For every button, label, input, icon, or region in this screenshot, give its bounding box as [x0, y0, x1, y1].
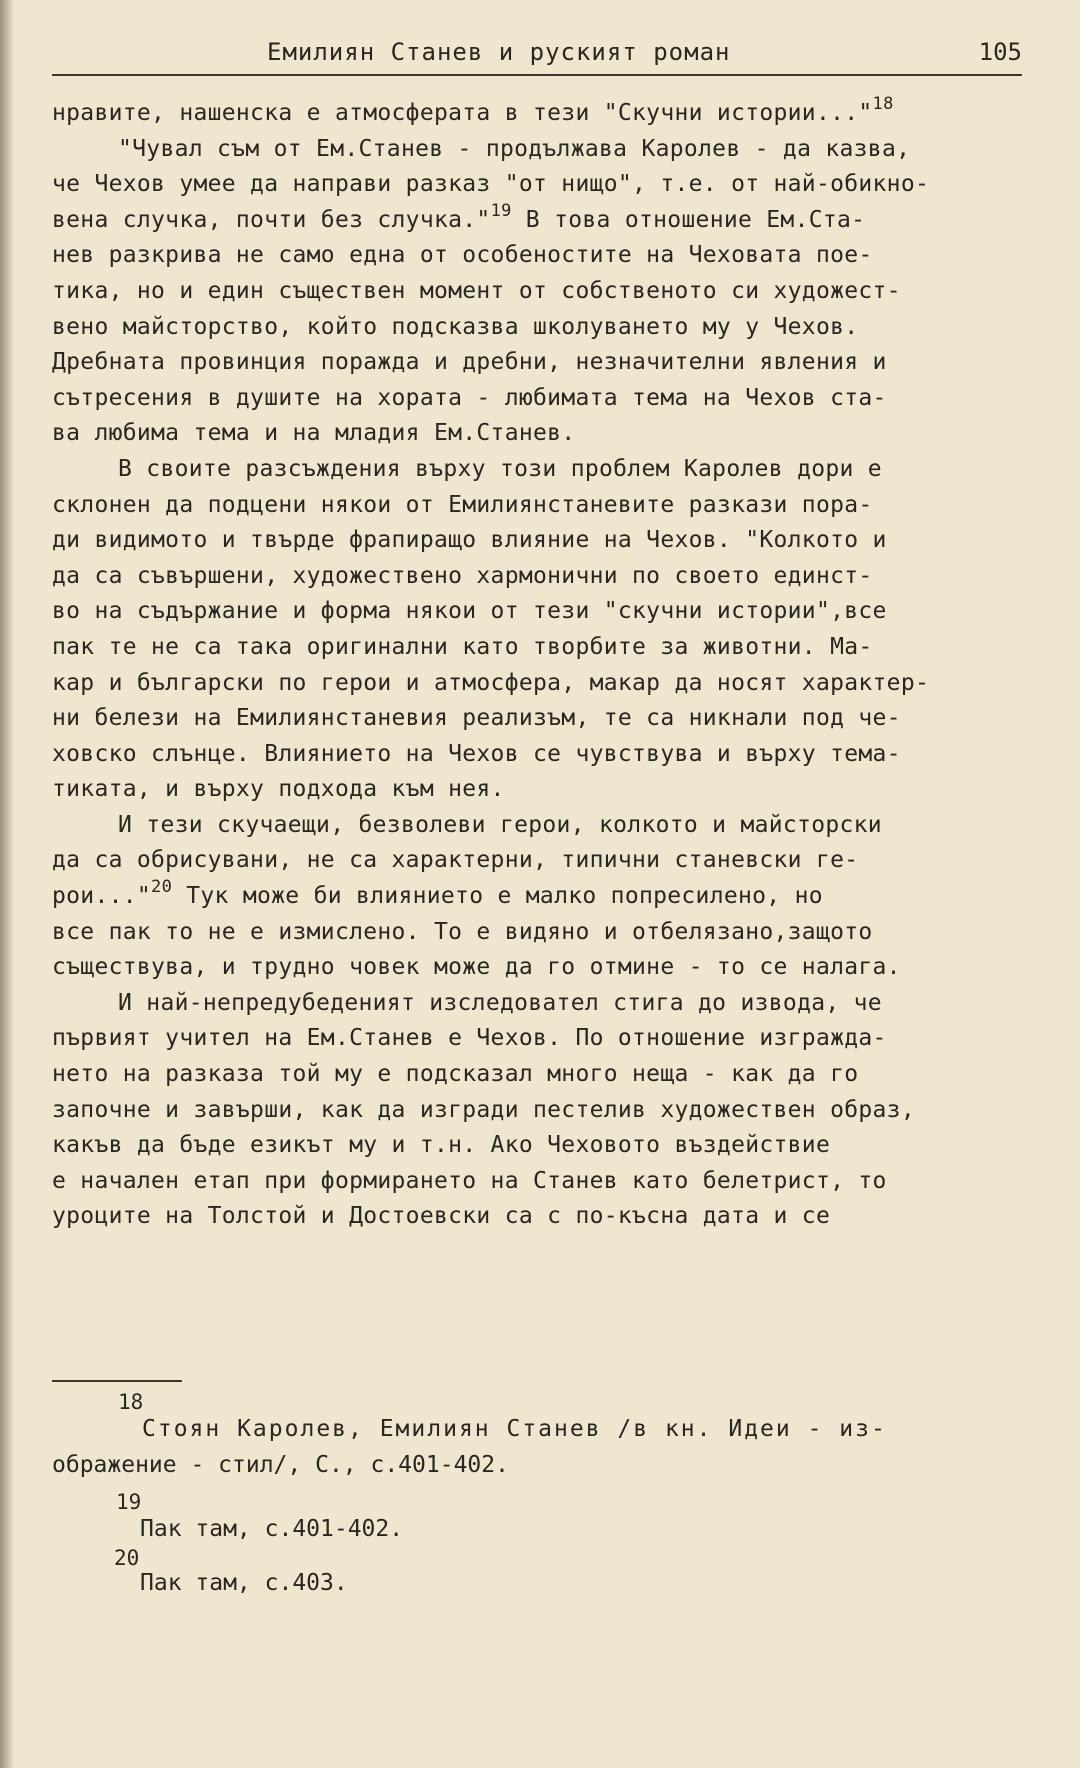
line-text: рои..."	[52, 883, 152, 910]
text-line	[52, 96, 1037, 132]
text-line	[52, 203, 1037, 239]
line-text: кар и български по герои и атмосфера, макар да носят характер-	[52, 669, 930, 696]
text-line	[52, 808, 1037, 844]
text-line	[52, 737, 1037, 773]
text-line	[52, 1093, 1037, 1129]
text-line	[52, 1057, 1037, 1093]
text-line	[52, 1128, 1037, 1164]
text-line	[52, 879, 1037, 915]
line-text: уроците на Толстой и Достоевски са с по-късна дата и се	[52, 1203, 831, 1230]
text-line	[52, 986, 1037, 1022]
text-line	[52, 416, 1037, 452]
line-text: пак те не са така оригинални като творбите за животни. Ма-	[52, 633, 873, 660]
text-line	[52, 950, 1037, 986]
line-text: нето на разказа той му е подсказал много неща - как да го	[52, 1061, 859, 1088]
text-line	[52, 238, 1037, 274]
line-text: започне и завърши, как да изгради пестелив художествен образ,	[52, 1096, 915, 1123]
text-line	[52, 274, 1037, 310]
line-text: вена случка, почти без случка."	[52, 206, 491, 233]
line-text: все пак то не е измислено. То е видяно и отбелязано,защото	[52, 918, 873, 945]
line-text: тика, но и един съществен момент от собственото си художест-	[52, 277, 901, 304]
text-line	[52, 452, 1037, 488]
line-text: "Чувал съм от Ем.Станев - продължава Каролев - да казва,	[118, 135, 911, 162]
header-rule	[52, 74, 1022, 76]
line-text: нев разкрива не само една от особеностите на Чеховата пое-	[52, 242, 873, 269]
line-text: Дребната провинция поражда и дребни, незначителни явления и	[52, 349, 887, 376]
text-line	[52, 345, 1037, 381]
footnote-number: 18	[118, 1390, 144, 1414]
line-text: какъв да бъде езикът му и т.н. Ако Чеховото въздействие	[52, 1132, 831, 1159]
footnote-text: Пак там, с.403.	[140, 1570, 348, 1596]
line-text: съществува, и трудно човек може да го отмине - то се налага.	[52, 954, 901, 981]
line-text: И тези скучаещи, безволеви герои, колкото и майсторски	[118, 811, 882, 838]
line-text-after: В това отношение Ем.Ста-	[511, 206, 866, 233]
footnote-ref: 18	[872, 94, 894, 115]
running-title: Емилиян Станев и руският роман	[267, 38, 731, 66]
line-text: ди видимото и твърде фрапиращо влияние на Чехов. "Колкото и	[52, 527, 887, 554]
line-text-after: Тук може би влиянието е малко попресилено, но	[172, 883, 823, 910]
line-text: първият учител на Ем.Станев е Чехов. По отношение изгражда-	[52, 1025, 887, 1052]
text-line	[52, 666, 1037, 702]
text-line	[52, 559, 1037, 595]
text-line	[52, 1164, 1037, 1200]
footnote-separator	[52, 1380, 182, 1382]
body-text	[52, 96, 1037, 1235]
footnote-text: Стоян Каролев, Емилиян Станев /в кн. Идеи - из-	[142, 1416, 887, 1442]
text-line	[52, 915, 1037, 951]
page-number: 105	[978, 38, 1022, 66]
line-text: В своите разсъждения върху този проблем Каролев дори е	[118, 455, 882, 482]
footnote-ref: 19	[490, 201, 512, 222]
text-line	[52, 1021, 1037, 1057]
text-line	[52, 167, 1037, 203]
line-text: да са обрисувани, не са характерни, типични станевски ге-	[52, 847, 859, 874]
text-line	[52, 488, 1037, 524]
line-text: че Чехов умее да направи разказ "от нищо", т.е. от най-обикно-	[52, 171, 930, 198]
text-line	[52, 843, 1037, 879]
text-line	[52, 381, 1037, 417]
line-text: склонен да подцени някои от Емилиянстаневите разкази пора-	[52, 491, 873, 518]
text-line	[52, 1199, 1037, 1235]
line-text: ни белези на Емилиянстаневия реализъм, те са никнали под че-	[52, 705, 901, 732]
text-line	[52, 701, 1037, 737]
line-text: да са съвършени, художествено хармонични по своето единст-	[52, 562, 873, 589]
text-line	[52, 132, 1037, 168]
line-text: И най-непредубеденият изследовател стига до извода, че	[118, 989, 882, 1016]
book-spine-shadow	[0, 0, 14, 1768]
line-text: ва любима тема и на младия Ем.Станев.	[52, 420, 576, 447]
text-line	[52, 523, 1037, 559]
footnote-text: Пак там, с.401-402.	[140, 1516, 404, 1542]
text-line	[52, 630, 1037, 666]
line-text: ховско слънце. Влиянието на Чехов се чувствува и върху тема-	[52, 740, 901, 767]
footnote-number: 19	[116, 1490, 142, 1514]
line-text: сътресения в душите на хората - любимата тема на Чехов ста-	[52, 384, 887, 411]
line-text: нравите, нашенска е атмосферата в тези "Скучни истории..."	[52, 100, 873, 126]
footnote-number: 20	[114, 1546, 140, 1570]
text-line	[52, 310, 1037, 346]
line-text: е начален етап при формирането на Станев като белетрист, то	[52, 1167, 887, 1194]
footnote-ref: 20	[151, 877, 173, 898]
line-text: во на съдържание и форма някои от тези "скучни истории",все	[52, 598, 887, 625]
footnote-text: ображение - стил/, С., с.401-402.	[52, 1452, 509, 1478]
text-line	[52, 772, 1037, 808]
line-text: вено майсторство, който подсказва школуването му у Чехов.	[52, 313, 859, 340]
text-line	[52, 594, 1037, 630]
line-text: тиката, и върху подхода към нея.	[52, 776, 505, 803]
page-header	[52, 34, 1022, 74]
